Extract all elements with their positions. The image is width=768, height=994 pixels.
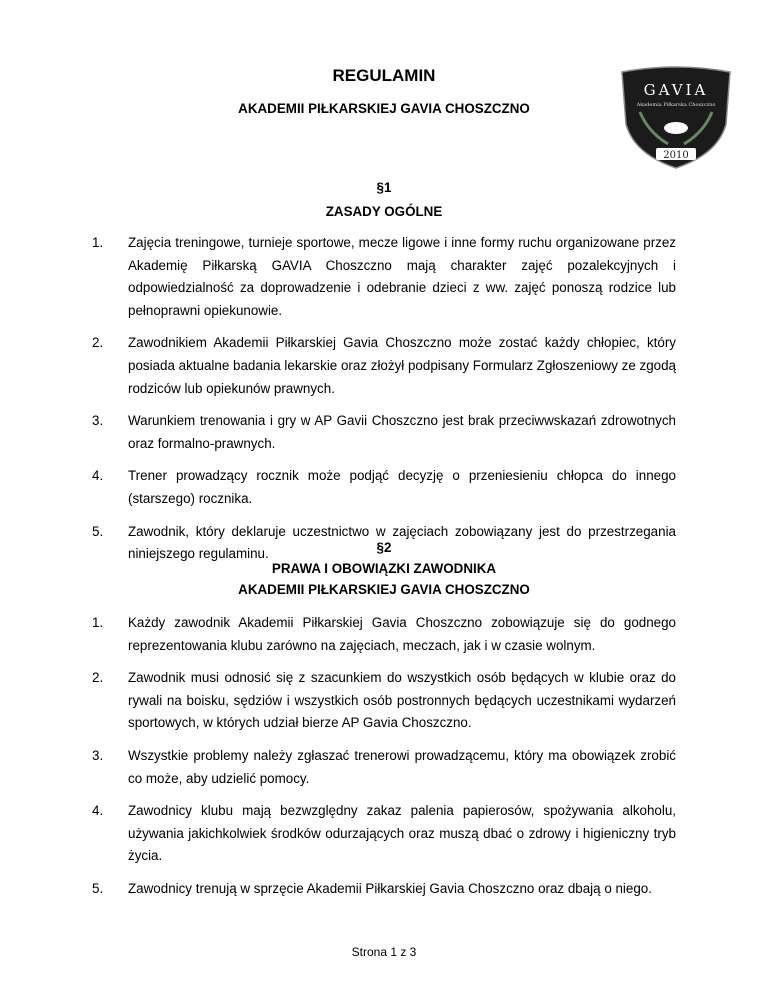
section1-heading: ZASADY OGÓLNE — [325, 204, 443, 219]
section2-number: §2 — [376, 540, 392, 555]
section2-heading: PRAWA I OBOWIĄZKI ZAWODNIKA — [271, 561, 497, 576]
section2-heading-club: AKADEMII PIŁKARSKIEJ GAVIA CHOSZCZNO — [238, 582, 530, 597]
document-title: REGULAMIN — [332, 66, 436, 85]
list-item: 5. Zawodnicy trenują w sprzęcie Akademii Piłkarskiej Gavia Choszczno oraz dbają o niego. — [92, 880, 652, 896]
document-subtitle: AKADEMII PIŁKARSKIEJ GAVIA CHOSZCZNO — [238, 101, 530, 116]
list-item: 3. Warunkiem trenowania i gry w AP Gavii Choszczno jest brak przeciwwskazań zdrowotnych oraz formalno-prawnych. — [92, 413, 676, 451]
logo-name: GAVIA — [643, 81, 709, 99]
list-item: 2. Zawodnik musi odnosić się z szacunkiem do wszystkich osób będących w klubie oraz do rywali na boisku, sędziów i wszystkich osób postronnych będących uczestnikami wydarzeń sportowych, w których udział bierze AP Gavia Choszczno. — [92, 670, 676, 731]
list-item: 3. Wszystkie problemy należy zgłaszać trenerowi prowadzącemu, który ma obowiązek zrobić co może, aby udzielić pomocy. — [92, 747, 676, 786]
list-item: 4. Trener prowadzący rocznik może podjąć decyzję o przeniesieniu chłopca do innego (starszego) rocznika. — [92, 468, 676, 506]
section1-list — [92, 232, 676, 576]
list-item: 1. Każdy zawodnik Akademii Piłkarskiej Gavia Choszczno zobowiązuje się do godnego reprezentowania klubu zarówno na zajęciach, meczach, jak i w czasie wolnym. — [92, 615, 676, 653]
page-number: Strona 1 z 3 — [351, 945, 417, 959]
section2-list — [92, 612, 676, 911]
logo-year: 2010 — [663, 150, 689, 161]
list-item: 4. Zawodnicy klubu mają bezwzględny zakaz palenia papierosów, spożywania alkoholu, używania jakichkolwiek środków odurzających oraz muszą dbać o zdrowy i higieniczny tryb życia. — [92, 803, 676, 864]
list-item: 1. Zajęcia treningowe, turnieje sportowe, mecze ligowe i inne formy ruchu organizowane przez Akademię Piłkarską GAVIA Choszczno mają charakter zajęć pozalekcyjnych i odpowiedzialność za doprowadzenie i odebranie dzieci z ww. zajęć ponoszą rodzice lub pełnoprawni opiekunowie. — [92, 235, 676, 318]
section1-number: §1 — [376, 180, 392, 195]
list-item: 2. Zawodnikiem Akademii Piłkarskiej Gavia Choszczno może zostać każdy chłopiec, który posiada aktualne badania lekarskie oraz złożył podpisany Formularz Zgłoszeniowy ze zgodą rodziców lub opiekunów prawnych. — [92, 335, 676, 396]
logo-tagline: Akademia Piłkarska Choszczno — [636, 102, 716, 108]
list-item: 5. Zawodnik, który deklaruje uczestnictwo w zajęciach zobowiązany jest do przestrzegania niniejszego regulaminu. — [92, 523, 676, 562]
gavia-logo — [618, 66, 734, 170]
